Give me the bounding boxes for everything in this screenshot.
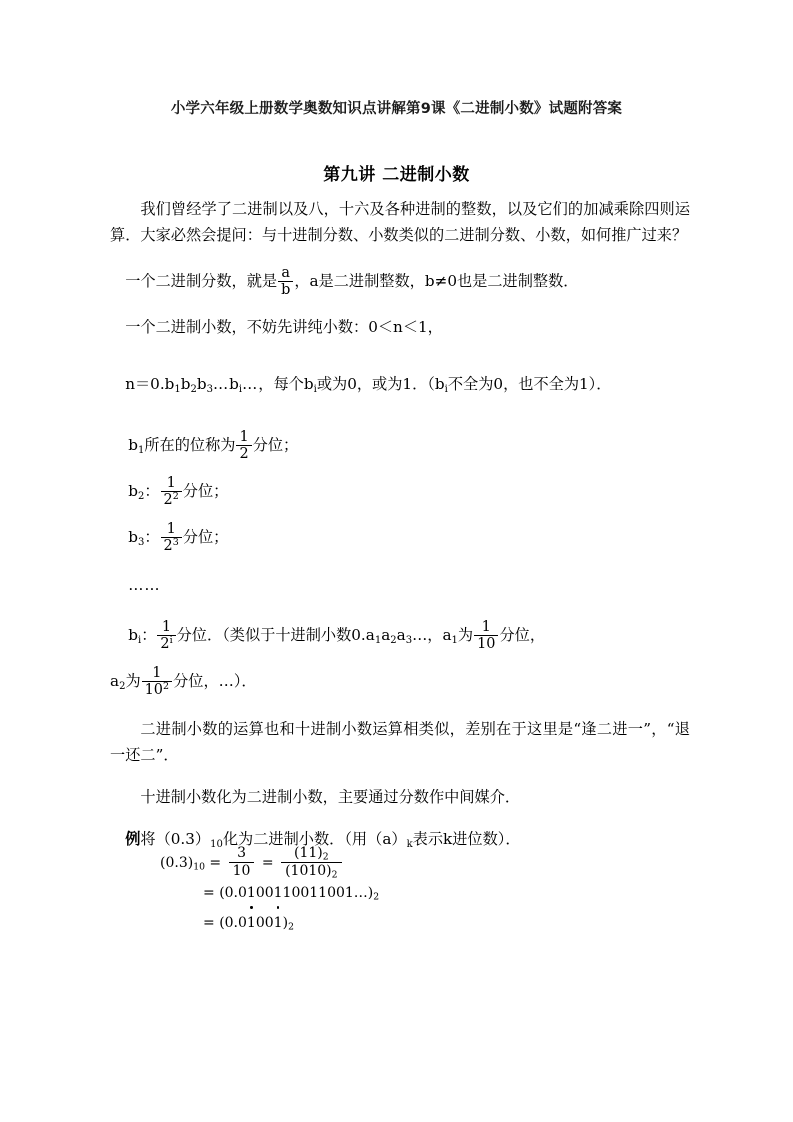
repeating-dot-digit-2: 1 [274,908,283,938]
fraction-a-over-b [278,266,293,298]
a3-subscript: 3 [405,635,413,647]
denominator-base: 10 [144,682,163,699]
fraction-one-half [236,430,251,462]
place-value-tail: 分位； [182,528,229,547]
continuation-lead: 为 [125,672,141,691]
fraction-numerator: 1 [474,620,498,636]
place-value-lead: ： [144,528,160,547]
fraction-numerator [281,846,341,863]
place-value-symbol: b [128,482,138,501]
example-text: 将$(0.3)_{10}$化为二进制小数．（用$(a)_k$表示k进位数）． [140,830,521,851]
fraction-one-over-two-i [157,620,175,652]
fraction-numerator: 1 [236,430,251,446]
place-value-lead: ： [144,482,160,501]
operation-rule-paragraph: 二进制小数的运算也和十进制小数运算相类似，差别在于这里是“逢二进一”，“退一还二”． [110,720,690,765]
fraction-denominator: 2 [239,446,249,463]
expansion-line: $n=0.b_1b_2b_3\dots b_i\dots$，每个$b_i$或为0，或为1．（$b_i$不全为0，也不全为1）． [125,375,612,395]
continuation-subscript: 2 [119,681,126,693]
chapter-heading: 第九讲 二进制小数 [323,165,470,185]
place-value-tail: 分位； [252,436,299,455]
repeating-prefix: (0.0 [219,915,247,932]
fraction-one-over-ten-squared [142,666,172,698]
fraction-denominator: 10 [477,636,496,653]
repeating-dot-digit-1: 1 [247,908,256,938]
fraction-denominator [157,636,175,651]
fraction-denominator: 10 [232,862,251,879]
fraction-denominator [142,682,172,697]
repeating-suffix: ) [282,915,289,932]
a1-subscript: 1 [374,635,382,647]
fraction-numerator: a [278,266,293,282]
fraction-denominator [161,538,182,553]
general-mid2-text: …，a [412,626,452,645]
fraction-numerator: 3 [229,846,255,863]
numerator-value: (11) [293,845,323,861]
place-value-subscript: 1 [137,445,145,457]
a1b-subscript: 1 [451,635,458,647]
numerator-base-subscript: 2 [322,851,329,863]
equals-sign-3: = [203,885,215,902]
fraction-denominator: b [281,281,291,298]
binary-fraction-definition [110,264,690,298]
pure-decimal-definition: 一个二进制小数，不妨先讲纯小数：0＜n＜1， [125,318,443,336]
binary-fraction-definition-tail: ，a是二进制整数，b≠0也是二进制整数． [294,272,579,290]
intro-paragraph: 我们曾经学了二进制以及八，十六及各种进制的整数，以及它们的加减乘除四则运算．大家必然会提问：与十进制分数、小数类似的二进制分数、小数，如何推广过来？ [110,200,690,244]
general-tail-text: 分位， [499,626,545,645]
fraction-one-over-two-cubed [161,522,182,554]
fraction-three-tenths [229,846,255,878]
continuation-symbol: a [110,672,120,691]
denominator-exponent: 2 [172,491,179,503]
fraction-numerator: 1 [142,666,172,682]
example-label: 例 [125,830,141,849]
fraction-numerator: 1 [157,620,175,636]
denominator-base: 2 [163,492,173,509]
derivation-expanded-binary: (0.0100110011001…) [219,885,374,902]
general-symbol: b [128,626,138,645]
fraction-numerator: 1 [161,522,182,538]
derivation-base-subscript-3: 2 [288,921,294,933]
derivation-repeating-binary [219,915,288,931]
place-value-subscript: 2 [137,491,145,503]
a2-subscript: 2 [390,635,397,647]
denominator-exponent: 3 [172,537,179,549]
place-value-line-b1 [128,428,690,462]
derivation-block [160,846,379,938]
continuation-tail: 分位，…）． [173,672,257,691]
place-value-subscript: 3 [137,537,145,549]
general-place-value-line: $b_i$： $\frac{1}{2^i}$ 分位．（类似于十进制小数$0.a_1a_2a_3\dots$，$a_1$为 $\frac{1}{10}$ 分位， [128,618,545,653]
place-value-line-b2 [128,474,690,508]
conversion-rule-paragraph: 十进制小数化为二进制小数，主要通过分数作中间媒介． [140,788,521,807]
general-mid3-text: 为 [457,626,474,645]
repeating-middle: 00 [255,915,274,932]
general-place-value-continuation [110,664,690,698]
fraction-one-tenth [474,620,498,652]
denominator-base: 2 [160,636,170,653]
derivation-line-3 [160,908,379,938]
page-title: 小学六年级上册数学奥数知识点讲解第9课《二进制小数》试题附答案 [170,101,623,117]
denominator-exponent: 2 [163,681,170,693]
equals-sign-4: = [203,915,215,932]
fraction-denominator [281,863,341,879]
fraction-numerator: 1 [161,476,182,492]
fraction-denominator [161,492,182,507]
derivation-lhs-subscript: 10 [193,861,205,873]
derivation-lhs: (0.3) [160,855,194,871]
ellipsis-line: …… [128,576,161,595]
equals-sign-1: = [209,855,222,871]
place-value-line-b3 [128,520,690,554]
place-value-tail: 分位； [182,482,229,501]
fraction-binary-eleven-over-thousandten [281,845,341,881]
document-body [110,196,690,852]
equals-sign-2: = [261,855,274,871]
general-mid-text: 分位．（类似于十进制小数0.a [176,626,375,645]
binary-fraction-definition-lead: 一个二进制分数，就是 [125,272,278,290]
derivation-base-subscript-2: 2 [373,891,380,903]
denominator-exponent: i [169,635,173,647]
fraction-one-over-two-squared [161,476,182,508]
place-value-symbol: b [128,436,138,455]
denominator-base: 2 [163,538,173,555]
denominator-value: (1010) [285,862,332,879]
denominator-base-subscript: 2 [331,869,338,881]
general-subscript: i [137,635,142,647]
derivation-line-1 [160,845,379,881]
place-value-symbol: b [128,528,138,547]
derivation-line-2 [160,878,379,908]
place-value-lead: 所在的位称为 [144,436,236,455]
general-lead: ： [141,626,157,645]
